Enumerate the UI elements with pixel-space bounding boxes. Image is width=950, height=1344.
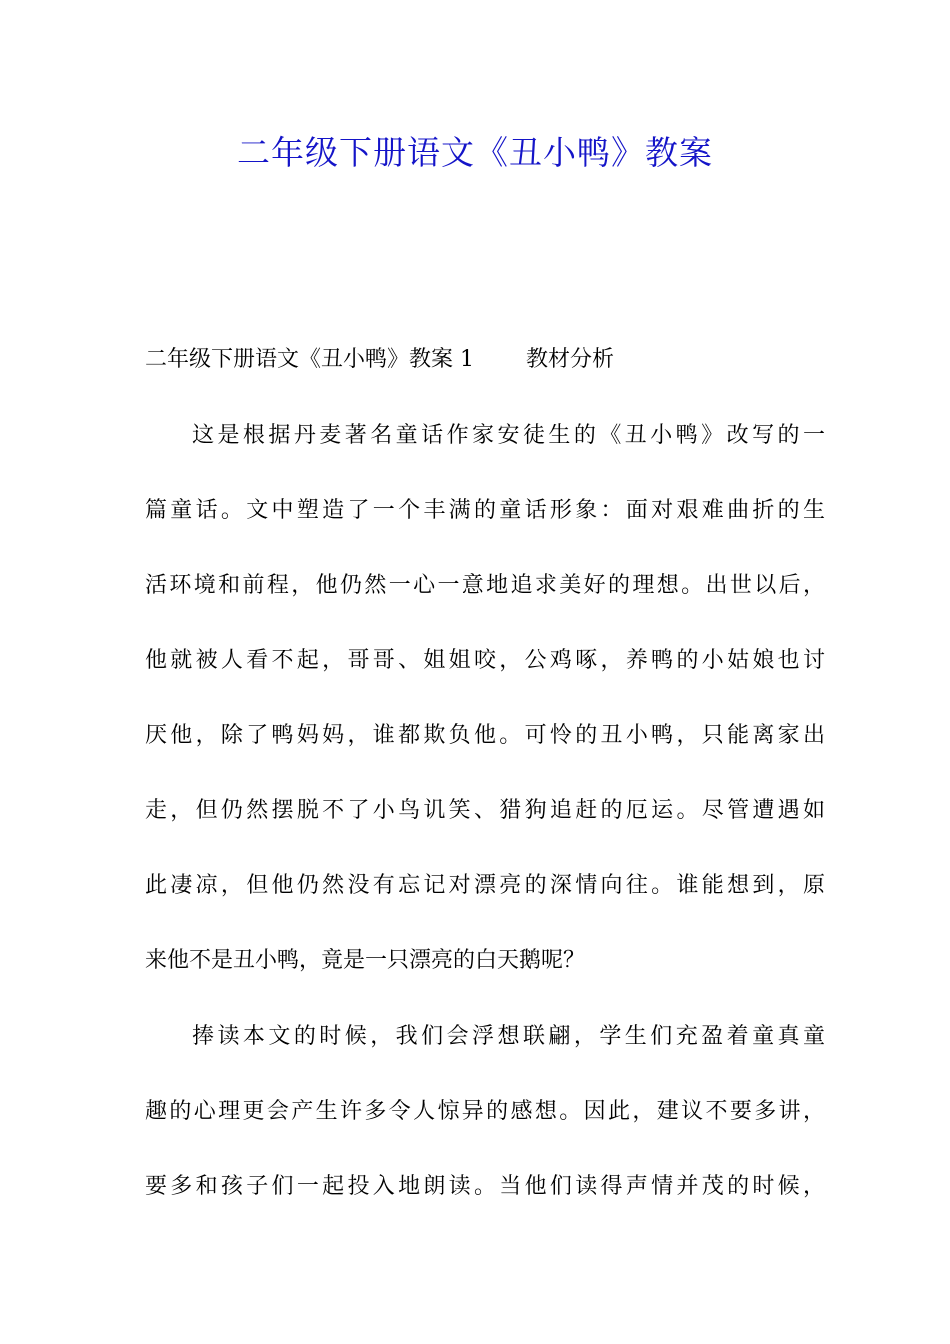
paragraph-reading-advice [145,999,825,1224]
section-subheading [145,340,825,380]
paragraph-line: 篇童话。文中塑造了一个丰满的童话形象：面对艰难曲折的生 [145,498,825,523]
paragraph-line: 走，但仍然摆脱不了小鸟讥笑、猎狗追赶的厄运。尽管遭遇如 [145,798,825,823]
document-title: 二年级下册语文《丑小鸭》教案 [237,133,713,172]
paragraph-line: 这是根据丹麦著名童话作家安徒生的《丑小鸭》改写的一 [192,423,825,448]
subheading-section-label: 教材分析 [526,347,615,372]
paragraph-line: 趣的心理更会产生许多令人惊异的感想。因此，建议不要多讲， [145,1099,825,1124]
paragraph-line: 来他不是丑小鸭，竟是一只漂亮的白天鹅呢？ [145,948,586,973]
paragraph-line: 活环境和前程，他仍然一心一意地追求美好的理想。出世以后， [145,573,825,598]
subheading-lesson-title: 二年级下册语文《丑小鸭》教案 1 [145,347,474,372]
paragraph-line: 此凄凉，但他仍然没有忘记对漂亮的深情向往。谁能想到，原 [145,873,825,898]
paragraph-material-analysis [145,398,825,998]
paragraph-line: 捧读本文的时候，我们会浮想联翩，学生们充盈着童真童 [192,1024,825,1049]
paragraph-line: 要多和孩子们一起投入地朗读。当他们读得声情并茂的时候， [145,1174,825,1199]
paragraph-line: 他就被人看不起，哥哥、姐姐咬，公鸡啄，养鸭的小姑娘也讨 [145,648,825,673]
paragraph-line: 厌他，除了鸭妈妈，谁都欺负他。可怜的丑小鸭，只能离家出 [145,723,825,748]
